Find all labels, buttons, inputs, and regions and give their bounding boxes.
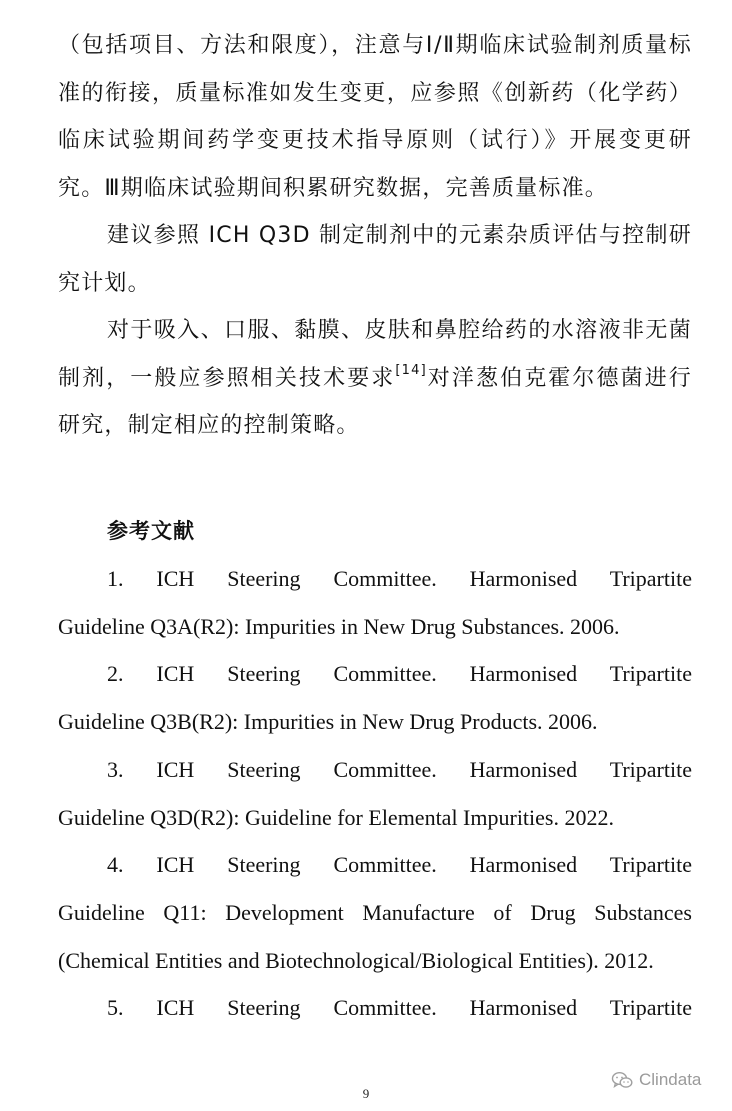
paragraph-3-text-continued: 对洋葱伯克霍尔德菌进行研究，制定相应的控制策略。 [58,365,693,438]
reference-first-line: 3. ICH Steering Committee. Harmonised Tripartite [107,756,692,782]
body-paragraph-2: 建议参照 ICH Q3D 制定制剂中的元素杂质评估与控制研究计划。 [58,223,692,296]
reference-item [58,650,692,745]
reference-first-line: 5. ICH Steering Committee. Harmonised Tripartite [107,995,692,1021]
reference-continuation: Guideline Q3D(R2): Guideline for Elemental Impurities. 2022. [58,804,614,830]
watermark-text: Clindata [639,1070,702,1089]
paragraph-3-text: 对于吸入、口服、黏膜、皮肤和鼻腔给药的水溶液非无菌制剂，一般应参照相关技术要求 [58,318,692,391]
reference-item [58,746,692,841]
reference-continuation: Guideline Q3A(R2): Impurities in New Drug Substances. 2006. [58,613,620,639]
references-heading: 参考文献 [107,518,195,543]
watermark [611,1070,701,1090]
reference-first-line: 1. ICH Steering Committee. Harmonised Tripartite [107,566,692,591]
reference-first-line: 2. ICH Steering Committee. Harmonised Tripartite [107,661,692,687]
citation-marker: [14] [395,363,427,379]
reference-continuation: Guideline Q11: Development Manufacture of Drug Substances (Chemical Entities and Biotechnological/Biological Entities). 2012. [58,899,692,973]
reference-item [58,555,692,650]
wechat-icon [611,1071,633,1089]
reference-first-line: 4. ICH Steering Committee. Harmonised Tripartite [107,852,692,878]
page-number: 9 [362,1086,370,1101]
document-page [58,22,692,1032]
body-paragraph-3 [58,307,692,450]
body-paragraph-1: （包括项目、方法和限度），注意与Ⅰ/Ⅱ期临床试验制剂质量标准的衔接，质量标准如发生变更，应参照《创新药（化学药）临床试验期间药学变更技术指导原则（试行）》开展变更研究。Ⅲ期临床试验期间积累研究数据，完善质量标准。 [58,33,692,201]
reference-item [58,841,692,984]
reference-continuation: Guideline Q3B(R2): Impurities in New Drug Products. 2006. [58,709,598,735]
reference-item [58,984,692,1032]
